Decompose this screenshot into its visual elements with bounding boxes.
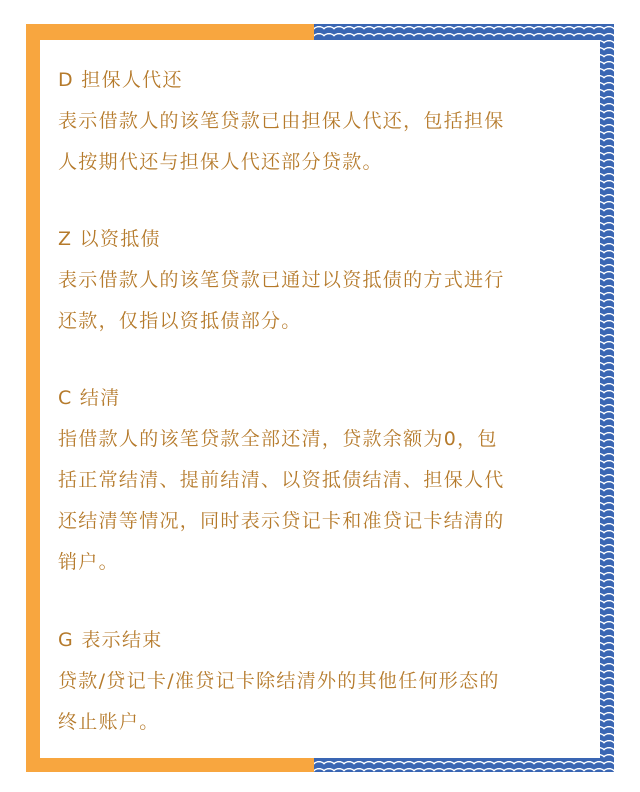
section-description: 贷款/贷记卡/准贷记卡除结清外的其他任何形态的 终止账户。 bbox=[58, 670, 500, 733]
section-d-guarantor-repayment bbox=[58, 60, 598, 183]
section-title: G 表示结束 bbox=[58, 629, 163, 651]
section-description: 指借款人的该笔贷款全部还清，贷款余额为0，包 括正常结清、提前结清、以资抵债结清、担保人代 还结清等情况，同时表示贷记卡和准贷记卡结清的 销户。 bbox=[58, 428, 505, 573]
section-z-debt-asset-repayment bbox=[58, 219, 598, 342]
section-title: Z 以资抵债 bbox=[58, 228, 161, 250]
section-description: 表示借款人的该笔贷款已通过以资抵债的方式进行 还款，仅指以资抵债部分。 bbox=[58, 269, 505, 332]
section-title: D 担保人代还 bbox=[58, 69, 183, 91]
section-g-terminated bbox=[58, 620, 598, 743]
section-description: 表示借款人的该笔贷款已由担保人代还，包括担保 人按期代还与担保人代还部分贷款。 bbox=[58, 110, 505, 173]
section-c-settled bbox=[58, 378, 598, 583]
section-title: C 结清 bbox=[58, 387, 121, 409]
